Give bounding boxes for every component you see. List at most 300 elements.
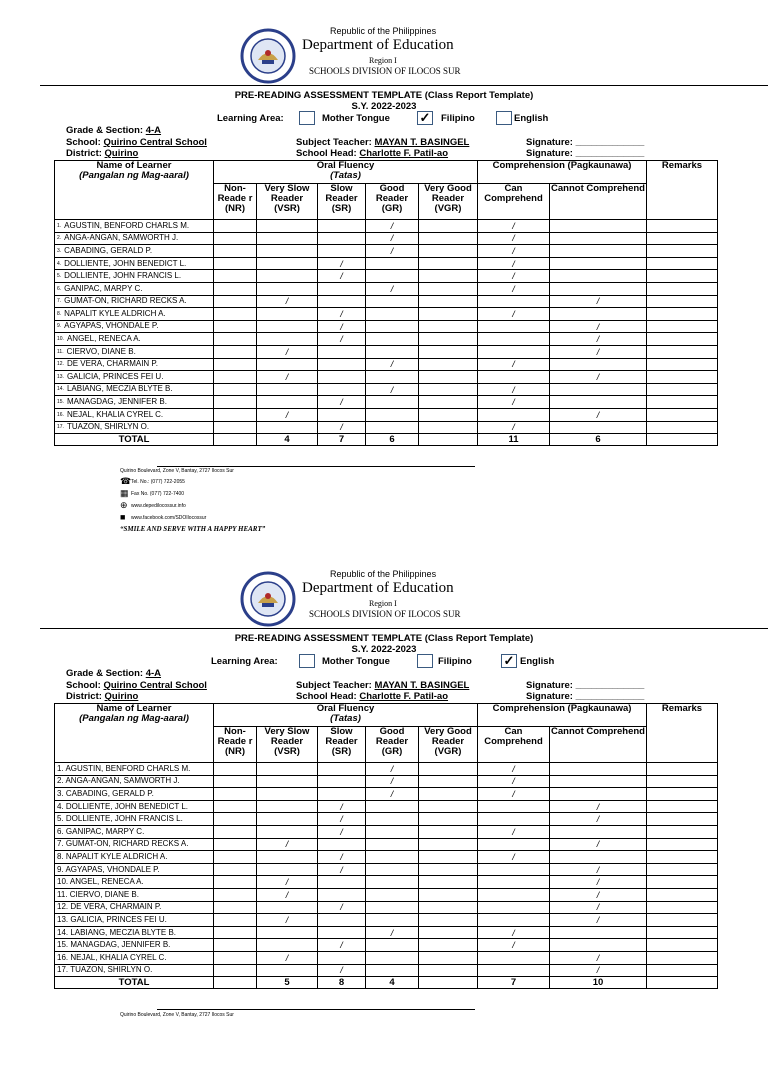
- mark-cell[interactable]: /: [478, 232, 550, 245]
- remarks-cell[interactable]: [647, 295, 718, 308]
- mark-cell[interactable]: [214, 396, 257, 409]
- mark-cell[interactable]: [550, 282, 647, 295]
- mark-cell[interactable]: /: [318, 825, 366, 838]
- learner-name-cell: [55, 270, 214, 283]
- mark-cell[interactable]: [478, 876, 550, 889]
- remarks-cell[interactable]: [647, 345, 718, 358]
- mark-cell[interactable]: /: [366, 775, 419, 788]
- mark-cell[interactable]: [419, 282, 478, 295]
- mark-cell[interactable]: [550, 825, 647, 838]
- mark-cell[interactable]: /: [366, 926, 419, 939]
- mark-cell[interactable]: [214, 838, 257, 851]
- mark-cell[interactable]: /: [550, 371, 647, 384]
- mark-cell[interactable]: [419, 763, 478, 776]
- mark-cell[interactable]: [550, 421, 647, 434]
- mark-cell[interactable]: [257, 775, 318, 788]
- mark-cell[interactable]: [214, 800, 257, 813]
- mark-cell[interactable]: [318, 220, 366, 233]
- mark-cell[interactable]: [214, 888, 257, 901]
- mark-cell[interactable]: [419, 825, 478, 838]
- mark-cell[interactable]: /: [366, 763, 419, 776]
- mark-cell[interactable]: [550, 939, 647, 952]
- mark-cell[interactable]: [214, 763, 257, 776]
- learner-number: 9.: [57, 864, 64, 874]
- mark-cell[interactable]: /: [550, 408, 647, 421]
- mark-cell[interactable]: /: [366, 245, 419, 258]
- learner-row: [55, 888, 718, 901]
- mark-cell[interactable]: [419, 813, 478, 826]
- mark-cell[interactable]: [366, 333, 419, 346]
- mark-cell[interactable]: /: [550, 888, 647, 901]
- mark-cell[interactable]: [419, 333, 478, 346]
- learner-name: GUMAT-ON, RICHARD RECKS A.: [65, 839, 189, 849]
- mark-cell[interactable]: /: [257, 876, 318, 889]
- mark-cell[interactable]: [214, 851, 257, 864]
- mark-cell[interactable]: [214, 371, 257, 384]
- mark-cell[interactable]: [366, 345, 419, 358]
- mark-cell[interactable]: [214, 421, 257, 434]
- mark-cell[interactable]: /: [478, 270, 550, 283]
- mark-cell[interactable]: /: [550, 838, 647, 851]
- letterhead: [0, 543, 768, 629]
- mark-cell[interactable]: [419, 232, 478, 245]
- mark-cell[interactable]: [550, 763, 647, 776]
- mark-cell[interactable]: /: [366, 282, 419, 295]
- mark-cell[interactable]: [318, 345, 366, 358]
- mark-cell[interactable]: [366, 408, 419, 421]
- mark-cell[interactable]: /: [478, 245, 550, 258]
- mark-cell[interactable]: [478, 901, 550, 914]
- remarks-cell[interactable]: [647, 851, 718, 864]
- mark-cell[interactable]: [214, 245, 257, 258]
- mark-cell[interactable]: [214, 939, 257, 952]
- remarks-cell[interactable]: [647, 232, 718, 245]
- mark-cell[interactable]: [419, 396, 478, 409]
- mark-cell[interactable]: /: [257, 914, 318, 927]
- remarks-cell[interactable]: [647, 257, 718, 270]
- mark-cell[interactable]: [214, 232, 257, 245]
- remarks-cell[interactable]: [647, 926, 718, 939]
- mark-cell[interactable]: [257, 800, 318, 813]
- mark-cell[interactable]: [257, 257, 318, 270]
- remarks-cell[interactable]: [647, 421, 718, 434]
- mark-cell[interactable]: [366, 825, 419, 838]
- remarks-cell[interactable]: [647, 788, 718, 801]
- mark-cell[interactable]: [366, 295, 419, 308]
- mark-cell[interactable]: [478, 813, 550, 826]
- mark-cell[interactable]: [419, 951, 478, 964]
- mark-cell[interactable]: /: [478, 775, 550, 788]
- comprehension-header: Comprehension (Pagkaunawa): [478, 704, 647, 727]
- mark-cell[interactable]: [257, 396, 318, 409]
- learner-row: [55, 320, 718, 333]
- mark-cell[interactable]: [257, 282, 318, 295]
- mark-cell[interactable]: [318, 788, 366, 801]
- gr-header: Good Reader (GR): [366, 727, 419, 763]
- mark-cell[interactable]: /: [318, 421, 366, 434]
- mark-cell[interactable]: [419, 851, 478, 864]
- mark-cell[interactable]: [419, 901, 478, 914]
- option-english: English: [520, 656, 555, 667]
- mark-cell[interactable]: /: [257, 951, 318, 964]
- mark-cell[interactable]: /: [550, 320, 647, 333]
- mark-cell[interactable]: [419, 863, 478, 876]
- mark-cell[interactable]: /: [318, 396, 366, 409]
- mark-cell[interactable]: [550, 926, 647, 939]
- remarks-cell[interactable]: [647, 838, 718, 851]
- mark-cell[interactable]: /: [257, 888, 318, 901]
- learner-name-cell: [55, 345, 214, 358]
- mark-cell[interactable]: [214, 270, 257, 283]
- remarks-cell[interactable]: [647, 763, 718, 776]
- mark-cell[interactable]: [550, 308, 647, 321]
- mark-cell[interactable]: /: [478, 939, 550, 952]
- mark-cell[interactable]: [478, 888, 550, 901]
- checkbox-english[interactable]: ✓: [501, 654, 517, 668]
- learner-row: [55, 282, 718, 295]
- mark-cell[interactable]: [550, 396, 647, 409]
- mark-cell[interactable]: [419, 775, 478, 788]
- mark-cell[interactable]: /: [257, 345, 318, 358]
- mark-cell[interactable]: [419, 939, 478, 952]
- mark-cell[interactable]: [257, 421, 318, 434]
- mark-cell[interactable]: [257, 383, 318, 396]
- mark-cell[interactable]: /: [257, 371, 318, 384]
- mark-cell[interactable]: [419, 371, 478, 384]
- learner-number: 11.: [57, 889, 68, 899]
- mark-cell[interactable]: [318, 951, 366, 964]
- mark-cell[interactable]: /: [478, 926, 550, 939]
- mark-cell[interactable]: [419, 383, 478, 396]
- mark-cell[interactable]: [214, 825, 257, 838]
- mark-cell[interactable]: [366, 257, 419, 270]
- mark-cell[interactable]: /: [550, 863, 647, 876]
- checkbox-english[interactable]: [496, 111, 512, 125]
- region-line: Region I: [369, 599, 397, 608]
- mark-cell[interactable]: [214, 333, 257, 346]
- remarks-cell[interactable]: [647, 383, 718, 396]
- mark-cell[interactable]: /: [318, 813, 366, 826]
- school-value: Quirino Central School: [103, 680, 207, 691]
- mark-cell[interactable]: /: [257, 295, 318, 308]
- remarks-cell[interactable]: [647, 358, 718, 371]
- remarks-cell[interactable]: [647, 270, 718, 283]
- mark-cell[interactable]: [550, 232, 647, 245]
- mark-cell[interactable]: [478, 320, 550, 333]
- mark-cell[interactable]: /: [318, 270, 366, 283]
- mark-cell[interactable]: [318, 926, 366, 939]
- mark-cell[interactable]: [214, 775, 257, 788]
- mark-cell[interactable]: /: [478, 825, 550, 838]
- remarks-cell[interactable]: [647, 282, 718, 295]
- mark-cell[interactable]: [419, 358, 478, 371]
- remarks-cell[interactable]: [647, 308, 718, 321]
- mark-cell[interactable]: [214, 901, 257, 914]
- mark-cell[interactable]: [318, 838, 366, 851]
- mark-cell[interactable]: [550, 270, 647, 283]
- remarks-cell[interactable]: [647, 863, 718, 876]
- mark-cell[interactable]: [214, 257, 257, 270]
- mark-cell[interactable]: /: [550, 295, 647, 308]
- mark-cell[interactable]: /: [478, 308, 550, 321]
- mark-cell[interactable]: [318, 888, 366, 901]
- remarks-cell[interactable]: [647, 964, 718, 977]
- mark-cell[interactable]: [478, 914, 550, 927]
- mark-cell[interactable]: [318, 282, 366, 295]
- mark-cell[interactable]: [257, 926, 318, 939]
- mark-cell[interactable]: [214, 926, 257, 939]
- mark-cell[interactable]: [419, 308, 478, 321]
- remarks-cell[interactable]: [647, 333, 718, 346]
- mark-cell[interactable]: /: [550, 914, 647, 927]
- mark-cell[interactable]: /: [478, 421, 550, 434]
- mark-cell[interactable]: [478, 345, 550, 358]
- checkbox-mother-tongue[interactable]: [299, 654, 315, 668]
- mark-cell[interactable]: [257, 813, 318, 826]
- mark-cell[interactable]: [419, 964, 478, 977]
- mark-cell[interactable]: [366, 421, 419, 434]
- mark-cell[interactable]: [366, 813, 419, 826]
- mark-cell[interactable]: [366, 951, 419, 964]
- mark-cell[interactable]: [419, 800, 478, 813]
- mark-cell[interactable]: [318, 408, 366, 421]
- mark-cell[interactable]: [366, 888, 419, 901]
- mark-cell[interactable]: [419, 345, 478, 358]
- mark-cell[interactable]: /: [318, 333, 366, 346]
- learner-number: 17.: [57, 965, 69, 975]
- mark-cell[interactable]: [550, 220, 647, 233]
- mark-cell[interactable]: /: [366, 220, 419, 233]
- remarks-cell[interactable]: [647, 914, 718, 927]
- remarks-cell[interactable]: [647, 813, 718, 826]
- mark-cell[interactable]: [366, 396, 419, 409]
- mark-cell[interactable]: [214, 408, 257, 421]
- mark-cell[interactable]: [214, 282, 257, 295]
- mark-cell[interactable]: [419, 257, 478, 270]
- mark-cell[interactable]: /: [257, 408, 318, 421]
- mark-cell[interactable]: [550, 358, 647, 371]
- mark-cell[interactable]: [419, 295, 478, 308]
- remarks-cell[interactable]: [647, 408, 718, 421]
- mark-cell[interactable]: [257, 232, 318, 245]
- mark-cell[interactable]: [478, 863, 550, 876]
- mark-cell[interactable]: [478, 371, 550, 384]
- mark-cell[interactable]: [318, 775, 366, 788]
- mark-cell[interactable]: /: [478, 763, 550, 776]
- mark-cell[interactable]: [419, 838, 478, 851]
- mark-cell[interactable]: /: [318, 257, 366, 270]
- mark-cell[interactable]: [550, 383, 647, 396]
- mark-cell[interactable]: /: [318, 863, 366, 876]
- mark-cell[interactable]: [478, 295, 550, 308]
- mark-cell[interactable]: /: [550, 345, 647, 358]
- mark-cell[interactable]: [419, 788, 478, 801]
- mark-cell[interactable]: /: [550, 964, 647, 977]
- mark-cell[interactable]: [257, 863, 318, 876]
- learner-name: DE VERA, CHARMAIN P.: [66, 359, 158, 369]
- mark-cell[interactable]: /: [550, 951, 647, 964]
- mark-cell[interactable]: [257, 763, 318, 776]
- mark-cell[interactable]: [214, 788, 257, 801]
- mark-cell[interactable]: [366, 939, 419, 952]
- mark-cell[interactable]: [214, 951, 257, 964]
- remarks-cell[interactable]: [647, 901, 718, 914]
- mark-cell[interactable]: [318, 245, 366, 258]
- mark-cell[interactable]: [419, 245, 478, 258]
- mark-cell[interactable]: /: [550, 901, 647, 914]
- mark-cell[interactable]: [366, 964, 419, 977]
- mark-cell[interactable]: [478, 408, 550, 421]
- mark-cell[interactable]: [214, 358, 257, 371]
- mark-cell[interactable]: /: [550, 333, 647, 346]
- mark-cell[interactable]: [419, 408, 478, 421]
- mark-cell[interactable]: [257, 939, 318, 952]
- mark-cell[interactable]: [257, 333, 318, 346]
- remarks-cell[interactable]: [647, 888, 718, 901]
- checkbox-mother-tongue[interactable]: [299, 111, 315, 125]
- total-label: TOTAL: [55, 434, 214, 446]
- mark-cell[interactable]: /: [366, 383, 419, 396]
- mark-cell[interactable]: [419, 270, 478, 283]
- mark-cell[interactable]: [478, 838, 550, 851]
- remarks-cell[interactable]: [647, 220, 718, 233]
- mark-cell[interactable]: [318, 383, 366, 396]
- mark-cell[interactable]: [318, 763, 366, 776]
- remarks-cell[interactable]: [647, 371, 718, 384]
- remarks-cell[interactable]: [647, 939, 718, 952]
- mark-cell[interactable]: [257, 788, 318, 801]
- mark-cell[interactable]: /: [318, 901, 366, 914]
- mark-cell[interactable]: /: [318, 851, 366, 864]
- mark-cell[interactable]: [366, 320, 419, 333]
- mark-cell[interactable]: [214, 320, 257, 333]
- mark-cell[interactable]: [366, 863, 419, 876]
- mark-cell[interactable]: [366, 914, 419, 927]
- mark-cell[interactable]: [214, 914, 257, 927]
- mark-cell[interactable]: [318, 914, 366, 927]
- mark-cell[interactable]: [257, 320, 318, 333]
- mark-cell[interactable]: /: [366, 232, 419, 245]
- mark-cell[interactable]: [419, 926, 478, 939]
- mark-cell[interactable]: [214, 964, 257, 977]
- mark-cell[interactable]: [419, 220, 478, 233]
- learner-name: NAPALIT KYLE ALDRICH A.: [65, 851, 168, 861]
- checkbox-filipino[interactable]: ✓: [417, 111, 433, 125]
- mark-cell[interactable]: [419, 320, 478, 333]
- can-comprehend-header: Can Comprehend: [478, 727, 550, 763]
- mark-cell[interactable]: [257, 270, 318, 283]
- mark-cell[interactable]: [318, 876, 366, 889]
- mark-cell[interactable]: [214, 345, 257, 358]
- mark-cell[interactable]: [478, 333, 550, 346]
- remarks-cell[interactable]: [647, 876, 718, 889]
- mark-cell[interactable]: [257, 901, 318, 914]
- mark-cell[interactable]: [214, 863, 257, 876]
- mark-cell[interactable]: [550, 788, 647, 801]
- mark-cell[interactable]: /: [478, 257, 550, 270]
- mark-cell[interactable]: /: [478, 220, 550, 233]
- remarks-cell[interactable]: [647, 245, 718, 258]
- remarks-cell[interactable]: [647, 951, 718, 964]
- mark-cell[interactable]: [318, 358, 366, 371]
- mark-cell[interactable]: [214, 308, 257, 321]
- learner-number: 11.: [57, 348, 64, 355]
- learner-row: [55, 220, 718, 233]
- remarks-cell[interactable]: [647, 800, 718, 813]
- mark-cell[interactable]: [214, 295, 257, 308]
- mark-cell[interactable]: [318, 295, 366, 308]
- mark-cell[interactable]: [550, 851, 647, 864]
- mark-cell[interactable]: [366, 800, 419, 813]
- mark-cell[interactable]: /: [550, 800, 647, 813]
- mark-cell[interactable]: [257, 220, 318, 233]
- mark-cell[interactable]: /: [366, 788, 419, 801]
- mark-cell[interactable]: /: [478, 788, 550, 801]
- remarks-cell[interactable]: [647, 775, 718, 788]
- mark-cell[interactable]: /: [478, 282, 550, 295]
- mark-cell[interactable]: [419, 876, 478, 889]
- mark-cell[interactable]: /: [318, 308, 366, 321]
- mark-cell[interactable]: [366, 876, 419, 889]
- remarks-cell[interactable]: [647, 825, 718, 838]
- mark-cell[interactable]: [318, 371, 366, 384]
- mark-cell[interactable]: [214, 220, 257, 233]
- mark-cell[interactable]: /: [478, 358, 550, 371]
- checkbox-filipino[interactable]: [417, 654, 433, 668]
- mark-cell[interactable]: /: [550, 876, 647, 889]
- mark-cell[interactable]: /: [257, 838, 318, 851]
- mark-cell[interactable]: [419, 421, 478, 434]
- mark-cell[interactable]: /: [366, 358, 419, 371]
- mark-cell[interactable]: [257, 825, 318, 838]
- mark-cell[interactable]: [478, 951, 550, 964]
- mark-cell[interactable]: [550, 245, 647, 258]
- mark-cell[interactable]: /: [318, 964, 366, 977]
- mark-cell[interactable]: /: [478, 396, 550, 409]
- mark-cell[interactable]: [478, 964, 550, 977]
- mark-cell[interactable]: [366, 308, 419, 321]
- mark-cell[interactable]: /: [318, 800, 366, 813]
- district: [66, 148, 138, 159]
- mark-cell[interactable]: [366, 270, 419, 283]
- mark-cell[interactable]: [257, 964, 318, 977]
- mark-cell[interactable]: [257, 358, 318, 371]
- mark-cell[interactable]: [550, 775, 647, 788]
- mark-cell[interactable]: [257, 851, 318, 864]
- mark-cell[interactable]: [550, 257, 647, 270]
- mark-cell[interactable]: [257, 245, 318, 258]
- remarks-cell[interactable]: [647, 396, 718, 409]
- mark-cell[interactable]: /: [478, 851, 550, 864]
- mark-cell[interactable]: [214, 876, 257, 889]
- mark-cell[interactable]: [214, 813, 257, 826]
- mark-cell[interactable]: /: [478, 383, 550, 396]
- mark-cell[interactable]: /: [318, 320, 366, 333]
- mark-cell[interactable]: /: [550, 813, 647, 826]
- mark-cell[interactable]: [366, 838, 419, 851]
- mark-cell[interactable]: [318, 232, 366, 245]
- mark-cell[interactable]: [478, 800, 550, 813]
- mark-cell[interactable]: [366, 901, 419, 914]
- mark-cell[interactable]: [257, 308, 318, 321]
- mark-cell[interactable]: [214, 383, 257, 396]
- mark-cell[interactable]: [366, 371, 419, 384]
- mark-cell[interactable]: [419, 914, 478, 927]
- mark-cell[interactable]: /: [318, 939, 366, 952]
- mark-cell[interactable]: [419, 888, 478, 901]
- remarks-cell[interactable]: [647, 320, 718, 333]
- mark-cell[interactable]: [366, 851, 419, 864]
